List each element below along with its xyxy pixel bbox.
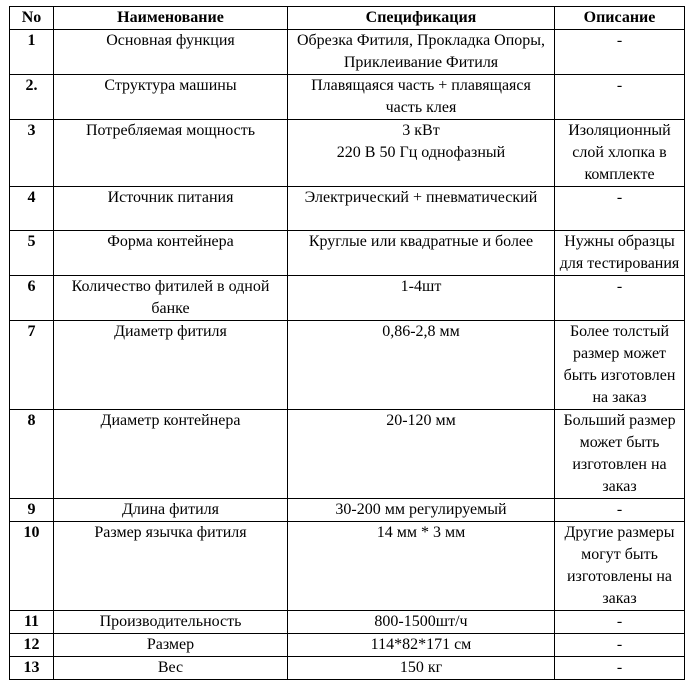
- row-name: Диаметр фитиля: [54, 321, 288, 410]
- row-spec: Круглые или квадратные и более: [288, 231, 555, 276]
- row-desc: Больший размер может быть изготовлен на заказ: [555, 410, 685, 499]
- header-spec: Спецификация: [288, 7, 555, 30]
- row-name: Длина фитиля: [54, 499, 288, 522]
- row-spec: 3 кВт 220 В 50 Гц однофазный: [288, 120, 555, 187]
- row-spec: Обрезка Фитиля, Прокладка Опоры, Приклеивание Фитиля: [288, 30, 555, 75]
- row-no: 6: [10, 276, 54, 321]
- row-no: 4: [10, 187, 54, 231]
- row-spec: 0,86-2,8 мм: [288, 321, 555, 410]
- table-row: [10, 611, 685, 634]
- row-name: Основная функция: [54, 30, 288, 75]
- row-spec: 114*82*171 см: [288, 634, 555, 657]
- row-spec: Плавящаяся часть + плавящаяся часть клея: [288, 75, 555, 120]
- table-row: [10, 321, 685, 410]
- table-row: [10, 410, 685, 499]
- row-no: 5: [10, 231, 54, 276]
- table-row: [10, 120, 685, 187]
- row-no: 3: [10, 120, 54, 187]
- row-desc: -: [555, 634, 685, 657]
- header-no: No: [10, 7, 54, 30]
- spec-table: [9, 6, 685, 680]
- row-no: 2.: [10, 75, 54, 120]
- row-desc: Более толстый размер может быть изготовлен на заказ: [555, 321, 685, 410]
- row-desc: -: [555, 30, 685, 75]
- row-no: 8: [10, 410, 54, 499]
- table-row: [10, 657, 685, 680]
- row-name: Структура машины: [54, 75, 288, 120]
- table-row: [10, 276, 685, 321]
- row-spec: Электрический + пневматический: [288, 187, 555, 231]
- row-name: Размер: [54, 634, 288, 657]
- header-desc: Описание: [555, 7, 685, 30]
- table-row: [10, 522, 685, 611]
- row-spec: 20-120 мм: [288, 410, 555, 499]
- row-desc: Изоляционный слой хлопка в комплекте: [555, 120, 685, 187]
- row-desc: -: [555, 657, 685, 680]
- table-row: [10, 187, 685, 231]
- row-desc: -: [555, 499, 685, 522]
- table-row: [10, 231, 685, 276]
- row-spec: 800-1500шт/ч: [288, 611, 555, 634]
- row-spec: 1-4шт: [288, 276, 555, 321]
- row-no: 12: [10, 634, 54, 657]
- row-no: 10: [10, 522, 54, 611]
- table-row: [10, 499, 685, 522]
- row-name: Потребляемая мощность: [54, 120, 288, 187]
- row-desc: -: [555, 187, 685, 231]
- row-name: Форма контейнера: [54, 231, 288, 276]
- row-desc: Другие размеры могут быть изготовлены на заказ: [555, 522, 685, 611]
- row-no: 11: [10, 611, 54, 634]
- row-desc: -: [555, 611, 685, 634]
- table-header-row: [10, 7, 685, 30]
- row-no: 13: [10, 657, 54, 680]
- row-spec: 14 мм * 3 мм: [288, 522, 555, 611]
- header-name: Наименование: [54, 7, 288, 30]
- row-desc: -: [555, 75, 685, 120]
- row-no: 9: [10, 499, 54, 522]
- table-row: [10, 30, 685, 75]
- spec-table-container: [9, 6, 685, 680]
- row-name: Производительность: [54, 611, 288, 634]
- row-desc: -: [555, 276, 685, 321]
- row-spec: 150 кг: [288, 657, 555, 680]
- row-name: Вес: [54, 657, 288, 680]
- row-name: Источник питания: [54, 187, 288, 231]
- row-no: 1: [10, 30, 54, 75]
- row-name: Диаметр контейнера: [54, 410, 288, 499]
- row-desc: Нужны образцы для тестирования: [555, 231, 685, 276]
- row-spec: 30-200 мм регулируемый: [288, 499, 555, 522]
- row-no: 7: [10, 321, 54, 410]
- row-name: Количество фитилей в одной банке: [54, 276, 288, 321]
- table-row: [10, 634, 685, 657]
- row-name: Размер язычка фитиля: [54, 522, 288, 611]
- table-row: [10, 75, 685, 120]
